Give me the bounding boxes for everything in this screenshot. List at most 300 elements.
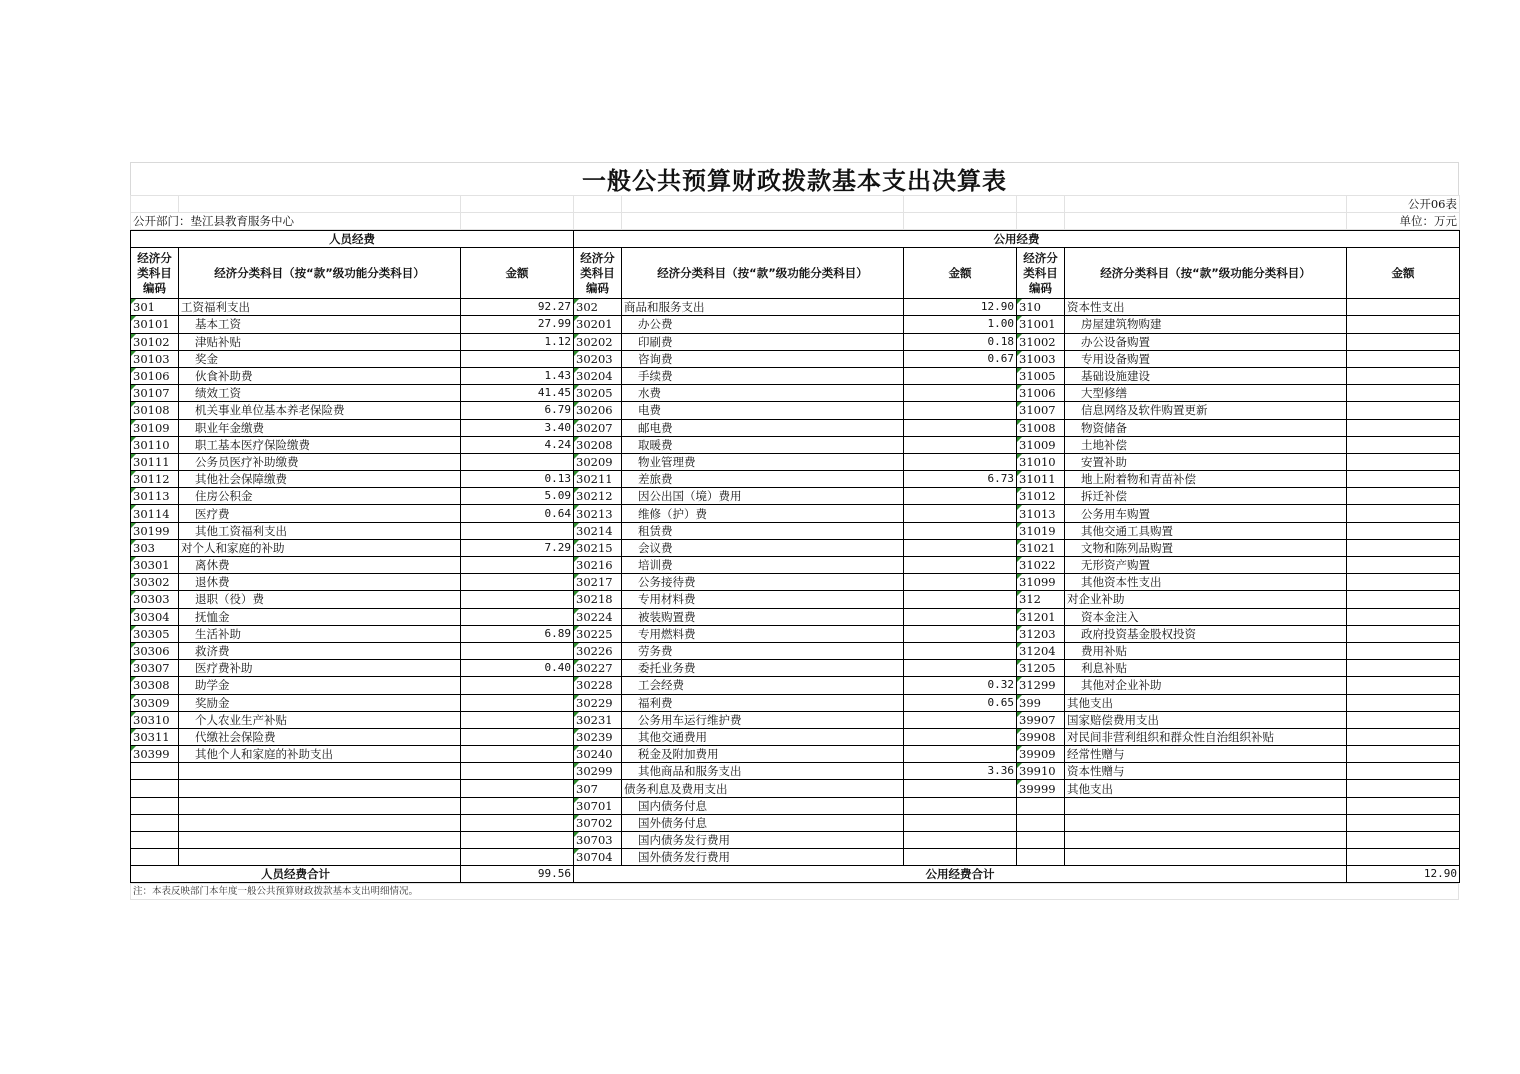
table-row xyxy=(131,728,1460,745)
item-name: 公务接待费 xyxy=(622,574,904,591)
item-code: 30304 xyxy=(131,608,179,625)
item-amount xyxy=(1347,608,1460,625)
item-name: 信息网络及软件购置更新 xyxy=(1065,402,1347,419)
item-code: 39909 xyxy=(1017,746,1065,763)
item-amount: 1.43 xyxy=(461,367,574,384)
item-name: 专用材料费 xyxy=(622,591,904,608)
item-amount xyxy=(1347,350,1460,367)
item-amount: 6.73 xyxy=(904,471,1017,488)
item-name xyxy=(1065,814,1347,831)
item-amount: 41.45 xyxy=(461,385,574,402)
item-code: 30231 xyxy=(574,711,622,728)
item-amount xyxy=(1347,591,1460,608)
item-code xyxy=(1017,814,1065,831)
item-code: 31007 xyxy=(1017,402,1065,419)
item-amount xyxy=(1347,385,1460,402)
item-amount xyxy=(461,608,574,625)
total-public-label: 公用经费合计 xyxy=(574,866,1347,883)
item-name: 资本性支出 xyxy=(1065,299,1347,316)
item-name: 债务利息及费用支出 xyxy=(622,780,904,797)
item-code: 30216 xyxy=(574,557,622,574)
item-amount xyxy=(904,402,1017,419)
item-amount xyxy=(461,677,574,694)
total-personnel-label: 人员经费合计 xyxy=(131,866,461,883)
item-code: 30113 xyxy=(131,488,179,505)
item-name: 其他商品和服务支出 xyxy=(622,763,904,780)
item-amount: 0.67 xyxy=(904,350,1017,367)
item-amount xyxy=(904,608,1017,625)
item-amount xyxy=(904,505,1017,522)
item-code: 30211 xyxy=(574,471,622,488)
item-amount xyxy=(904,539,1017,556)
item-code xyxy=(1017,797,1065,814)
table-row xyxy=(131,299,1460,316)
item-code: 30704 xyxy=(574,849,622,866)
item-name: 差旅费 xyxy=(622,471,904,488)
item-name: 生活补助 xyxy=(179,625,461,642)
item-code: 30110 xyxy=(131,436,179,453)
item-name: 会议费 xyxy=(622,539,904,556)
item-name: 对企业补助 xyxy=(1065,591,1347,608)
item-amount xyxy=(1347,488,1460,505)
item-amount xyxy=(904,419,1017,436)
item-amount xyxy=(461,763,574,780)
col-name-header: 经济分类科目（按“款”级功能分类科目） xyxy=(1065,248,1347,299)
item-name xyxy=(1065,849,1347,866)
item-name xyxy=(1065,797,1347,814)
item-amount xyxy=(904,522,1017,539)
item-amount xyxy=(904,711,1017,728)
item-name: 国家赔偿费用支出 xyxy=(1065,711,1347,728)
item-name: 其他资本性支出 xyxy=(1065,574,1347,591)
table-row xyxy=(131,453,1460,470)
table-row xyxy=(131,419,1460,436)
item-code: 30101 xyxy=(131,316,179,333)
item-amount xyxy=(904,832,1017,849)
item-name: 咨询费 xyxy=(622,350,904,367)
item-amount: 0.18 xyxy=(904,333,1017,350)
item-name: 无形资产购置 xyxy=(1065,557,1347,574)
item-amount xyxy=(1347,660,1460,677)
item-name: 基本工资 xyxy=(179,316,461,333)
item-name: 办公费 xyxy=(622,316,904,333)
table-row xyxy=(131,677,1460,694)
item-name: 被装购置费 xyxy=(622,608,904,625)
item-code: 39907 xyxy=(1017,711,1065,728)
item-code xyxy=(131,814,179,831)
item-code: 30229 xyxy=(574,694,622,711)
item-code: 30111 xyxy=(131,453,179,470)
item-amount xyxy=(1347,471,1460,488)
item-code: 31201 xyxy=(1017,608,1065,625)
item-amount xyxy=(461,694,574,711)
item-amount: 5.09 xyxy=(461,488,574,505)
item-code: 31022 xyxy=(1017,557,1065,574)
item-name: 职业年金缴费 xyxy=(179,419,461,436)
item-amount xyxy=(904,728,1017,745)
item-code: 31012 xyxy=(1017,488,1065,505)
item-code xyxy=(1017,832,1065,849)
form-number: 公开06表 xyxy=(1347,196,1460,213)
item-code: 30203 xyxy=(574,350,622,367)
item-amount xyxy=(1347,780,1460,797)
item-code: 30103 xyxy=(131,350,179,367)
item-code: 302 xyxy=(574,299,622,316)
table-row xyxy=(131,763,1460,780)
item-code: 39999 xyxy=(1017,780,1065,797)
item-amount xyxy=(904,797,1017,814)
total-personnel-amount: 99.56 xyxy=(461,866,574,883)
item-code: 30311 xyxy=(131,728,179,745)
item-code: 30206 xyxy=(574,402,622,419)
section-public-header: 公用经费 xyxy=(574,231,1460,248)
table-row xyxy=(131,350,1460,367)
item-code: 301 xyxy=(131,299,179,316)
item-amount xyxy=(1347,763,1460,780)
department-label: 公开部门：垫江县教育服务中心 xyxy=(131,213,461,230)
item-code: 30227 xyxy=(574,660,622,677)
item-code: 31006 xyxy=(1017,385,1065,402)
item-code: 30114 xyxy=(131,505,179,522)
expenditure-table xyxy=(130,230,1460,883)
item-amount xyxy=(1347,711,1460,728)
col-name-header: 经济分类科目（按“款”级功能分类科目） xyxy=(622,248,904,299)
item-code: 30307 xyxy=(131,660,179,677)
item-amount xyxy=(461,797,574,814)
table-row xyxy=(131,625,1460,642)
item-code: 30228 xyxy=(574,677,622,694)
item-amount: 0.40 xyxy=(461,660,574,677)
item-code: 31010 xyxy=(1017,453,1065,470)
item-name: 津贴补贴 xyxy=(179,333,461,350)
item-code xyxy=(131,849,179,866)
item-name: 地上附着物和青苗补偿 xyxy=(1065,471,1347,488)
item-name: 房屋建筑物购建 xyxy=(1065,316,1347,333)
item-amount: 92.27 xyxy=(461,299,574,316)
item-amount xyxy=(461,728,574,745)
table-row xyxy=(131,814,1460,831)
item-amount xyxy=(904,780,1017,797)
item-amount xyxy=(904,488,1017,505)
table-row xyxy=(131,660,1460,677)
item-code: 30308 xyxy=(131,677,179,694)
item-amount xyxy=(904,660,1017,677)
item-name: 国外债务发行费用 xyxy=(622,849,904,866)
table-body xyxy=(131,299,1460,866)
item-code: 30309 xyxy=(131,694,179,711)
col-amount-header: 金额 xyxy=(904,248,1017,299)
item-amount xyxy=(904,642,1017,659)
item-code: 30109 xyxy=(131,419,179,436)
item-code: 31001 xyxy=(1017,316,1065,333)
item-name: 安置补助 xyxy=(1065,453,1347,470)
item-code: 30108 xyxy=(131,402,179,419)
table-row xyxy=(131,505,1460,522)
item-code xyxy=(1017,849,1065,866)
item-name xyxy=(179,849,461,866)
item-code: 30213 xyxy=(574,505,622,522)
item-code: 30204 xyxy=(574,367,622,384)
item-name: 其他支出 xyxy=(1065,694,1347,711)
item-code: 30239 xyxy=(574,728,622,745)
item-amount xyxy=(1347,522,1460,539)
item-name: 住房公积金 xyxy=(179,488,461,505)
total-public-amount: 12.90 xyxy=(1347,866,1460,883)
item-amount xyxy=(904,367,1017,384)
item-name: 基础设施建设 xyxy=(1065,367,1347,384)
table-row xyxy=(131,436,1460,453)
item-name: 维修（护）费 xyxy=(622,505,904,522)
col-amount-header: 金额 xyxy=(1347,248,1460,299)
item-code: 399 xyxy=(1017,694,1065,711)
item-code xyxy=(131,832,179,849)
item-code: 30701 xyxy=(574,797,622,814)
item-amount: 7.29 xyxy=(461,539,574,556)
item-name: 电费 xyxy=(622,402,904,419)
item-name: 商品和服务支出 xyxy=(622,299,904,316)
item-name: 费用补贴 xyxy=(1065,642,1347,659)
item-code: 31204 xyxy=(1017,642,1065,659)
item-name: 委托业务费 xyxy=(622,660,904,677)
item-name: 印刷费 xyxy=(622,333,904,350)
item-amount xyxy=(1347,625,1460,642)
item-code: 30224 xyxy=(574,608,622,625)
item-amount xyxy=(1347,832,1460,849)
item-code: 30209 xyxy=(574,453,622,470)
table-row xyxy=(131,780,1460,797)
item-code: 30215 xyxy=(574,539,622,556)
item-code: 30305 xyxy=(131,625,179,642)
item-code: 31002 xyxy=(1017,333,1065,350)
item-amount xyxy=(1347,728,1460,745)
item-name: 邮电费 xyxy=(622,419,904,436)
col-amount-header: 金额 xyxy=(461,248,574,299)
item-amount xyxy=(1347,694,1460,711)
item-name: 职工基本医疗保险缴费 xyxy=(179,436,461,453)
item-amount: 12.90 xyxy=(904,299,1017,316)
table-row xyxy=(131,746,1460,763)
item-name: 国内债务付息 xyxy=(622,797,904,814)
item-code: 31005 xyxy=(1017,367,1065,384)
item-amount xyxy=(1347,797,1460,814)
item-code: 30306 xyxy=(131,642,179,659)
item-name: 个人农业生产补贴 xyxy=(179,711,461,728)
item-code: 30207 xyxy=(574,419,622,436)
item-name: 手续费 xyxy=(622,367,904,384)
item-code: 30240 xyxy=(574,746,622,763)
item-code: 30226 xyxy=(574,642,622,659)
unit-label: 单位：万元 xyxy=(1347,213,1460,230)
item-amount: 6.79 xyxy=(461,402,574,419)
item-code: 30218 xyxy=(574,591,622,608)
item-name: 土地补偿 xyxy=(1065,436,1347,453)
item-code: 30399 xyxy=(131,746,179,763)
meta-table xyxy=(130,195,1460,230)
table-row xyxy=(131,832,1460,849)
item-code: 30208 xyxy=(574,436,622,453)
table-row xyxy=(131,402,1460,419)
item-name: 大型修缮 xyxy=(1065,385,1347,402)
item-name: 医疗费补助 xyxy=(179,660,461,677)
item-name: 文物和陈列品购置 xyxy=(1065,539,1347,556)
item-amount xyxy=(1347,574,1460,591)
item-name: 代缴社会保险费 xyxy=(179,728,461,745)
item-code: 312 xyxy=(1017,591,1065,608)
item-name: 资本金注入 xyxy=(1065,608,1347,625)
table-row xyxy=(131,385,1460,402)
item-name: 税金及附加费用 xyxy=(622,746,904,763)
item-name: 其他对企业补助 xyxy=(1065,677,1347,694)
item-name: 奖励金 xyxy=(179,694,461,711)
item-code: 30107 xyxy=(131,385,179,402)
col-name-header: 经济分类科目（按“款”级功能分类科目） xyxy=(179,248,461,299)
item-code: 30201 xyxy=(574,316,622,333)
item-name: 离休费 xyxy=(179,557,461,574)
item-name: 对民间非营利组织和群众性自治组织补贴 xyxy=(1065,728,1347,745)
col-code-header: 经济分类科目编码 xyxy=(574,248,622,299)
item-amount: 0.13 xyxy=(461,471,574,488)
budget-sheet xyxy=(130,162,1459,900)
item-code: 31021 xyxy=(1017,539,1065,556)
item-code: 31011 xyxy=(1017,471,1065,488)
item-name: 其他社会保障缴费 xyxy=(179,471,461,488)
item-name: 工资福利支出 xyxy=(179,299,461,316)
item-amount xyxy=(461,557,574,574)
item-name: 其他交通工具购置 xyxy=(1065,522,1347,539)
item-name xyxy=(179,814,461,831)
item-code: 30205 xyxy=(574,385,622,402)
col-code-header: 经济分类科目编码 xyxy=(1017,248,1065,299)
item-code: 31019 xyxy=(1017,522,1065,539)
table-row xyxy=(131,557,1460,574)
item-amount xyxy=(461,832,574,849)
item-amount xyxy=(461,814,574,831)
item-amount xyxy=(904,849,1017,866)
item-amount xyxy=(904,436,1017,453)
item-code: 310 xyxy=(1017,299,1065,316)
item-code: 39910 xyxy=(1017,763,1065,780)
item-name: 医疗费 xyxy=(179,505,461,522)
item-name: 对个人和家庭的补助 xyxy=(179,539,461,556)
item-name: 专用燃料费 xyxy=(622,625,904,642)
item-amount xyxy=(1347,333,1460,350)
item-code: 31299 xyxy=(1017,677,1065,694)
item-amount xyxy=(904,574,1017,591)
item-amount xyxy=(1347,814,1460,831)
item-code: 30225 xyxy=(574,625,622,642)
item-name: 救济费 xyxy=(179,642,461,659)
table-row xyxy=(131,539,1460,556)
item-amount xyxy=(1347,436,1460,453)
item-code: 31205 xyxy=(1017,660,1065,677)
item-amount xyxy=(461,522,574,539)
section-personnel-header: 人员经费 xyxy=(131,231,574,248)
item-amount xyxy=(904,385,1017,402)
item-name: 其他支出 xyxy=(1065,780,1347,797)
item-name: 公务员医疗补助缴费 xyxy=(179,453,461,470)
item-name: 伙食补助费 xyxy=(179,367,461,384)
item-amount: 0.65 xyxy=(904,694,1017,711)
item-amount xyxy=(1347,299,1460,316)
item-code: 39908 xyxy=(1017,728,1065,745)
item-amount: 6.89 xyxy=(461,625,574,642)
item-amount xyxy=(904,625,1017,642)
item-code: 30212 xyxy=(574,488,622,505)
item-name: 经常性赠与 xyxy=(1065,746,1347,763)
item-amount xyxy=(904,453,1017,470)
item-amount xyxy=(1347,557,1460,574)
item-amount: 27.99 xyxy=(461,316,574,333)
item-amount: 3.36 xyxy=(904,763,1017,780)
item-amount xyxy=(1347,677,1460,694)
table-row xyxy=(131,333,1460,350)
item-amount xyxy=(1347,746,1460,763)
item-code: 30703 xyxy=(574,832,622,849)
item-amount: 1.12 xyxy=(461,333,574,350)
table-row xyxy=(131,797,1460,814)
item-name: 利息补贴 xyxy=(1065,660,1347,677)
item-name: 助学金 xyxy=(179,677,461,694)
item-name: 资本性赠与 xyxy=(1065,763,1347,780)
item-name: 国内债务发行费用 xyxy=(622,832,904,849)
item-name: 物资储备 xyxy=(1065,419,1347,436)
item-code xyxy=(131,763,179,780)
item-name: 退休费 xyxy=(179,574,461,591)
item-name: 绩效工资 xyxy=(179,385,461,402)
item-name: 工会经费 xyxy=(622,677,904,694)
item-name: 退职（役）费 xyxy=(179,591,461,608)
item-name: 国外债务付息 xyxy=(622,814,904,831)
item-name: 水费 xyxy=(622,385,904,402)
item-code: 30302 xyxy=(131,574,179,591)
item-amount xyxy=(461,642,574,659)
item-code: 30303 xyxy=(131,591,179,608)
item-name xyxy=(179,763,461,780)
item-code xyxy=(131,780,179,797)
table-row xyxy=(131,316,1460,333)
item-name: 其他个人和家庭的补助支出 xyxy=(179,746,461,763)
item-amount xyxy=(461,849,574,866)
item-name: 办公设备购置 xyxy=(1065,333,1347,350)
item-name: 公务用车购置 xyxy=(1065,505,1347,522)
item-name: 劳务费 xyxy=(622,642,904,659)
item-name: 取暖费 xyxy=(622,436,904,453)
item-amount xyxy=(461,711,574,728)
item-code: 303 xyxy=(131,539,179,556)
table-row xyxy=(131,574,1460,591)
item-amount xyxy=(461,574,574,591)
item-code: 30702 xyxy=(574,814,622,831)
item-amount xyxy=(461,746,574,763)
col-code-header: 经济分类科目编码 xyxy=(131,248,179,299)
item-amount xyxy=(1347,402,1460,419)
item-name: 其他工资福利支出 xyxy=(179,522,461,539)
item-amount xyxy=(1347,849,1460,866)
item-code: 307 xyxy=(574,780,622,797)
item-name: 专用设备购置 xyxy=(1065,350,1347,367)
item-code: 30106 xyxy=(131,367,179,384)
item-amount xyxy=(1347,316,1460,333)
item-code: 30199 xyxy=(131,522,179,539)
item-name: 租赁费 xyxy=(622,522,904,539)
table-row xyxy=(131,367,1460,384)
item-name: 福利费 xyxy=(622,694,904,711)
item-amount xyxy=(461,780,574,797)
item-name: 机关事业单位基本养老保险费 xyxy=(179,402,461,419)
item-name xyxy=(1065,832,1347,849)
item-amount: 0.32 xyxy=(904,677,1017,694)
page-title: 一般公共预算财政拨款基本支出决算表 xyxy=(130,162,1459,195)
